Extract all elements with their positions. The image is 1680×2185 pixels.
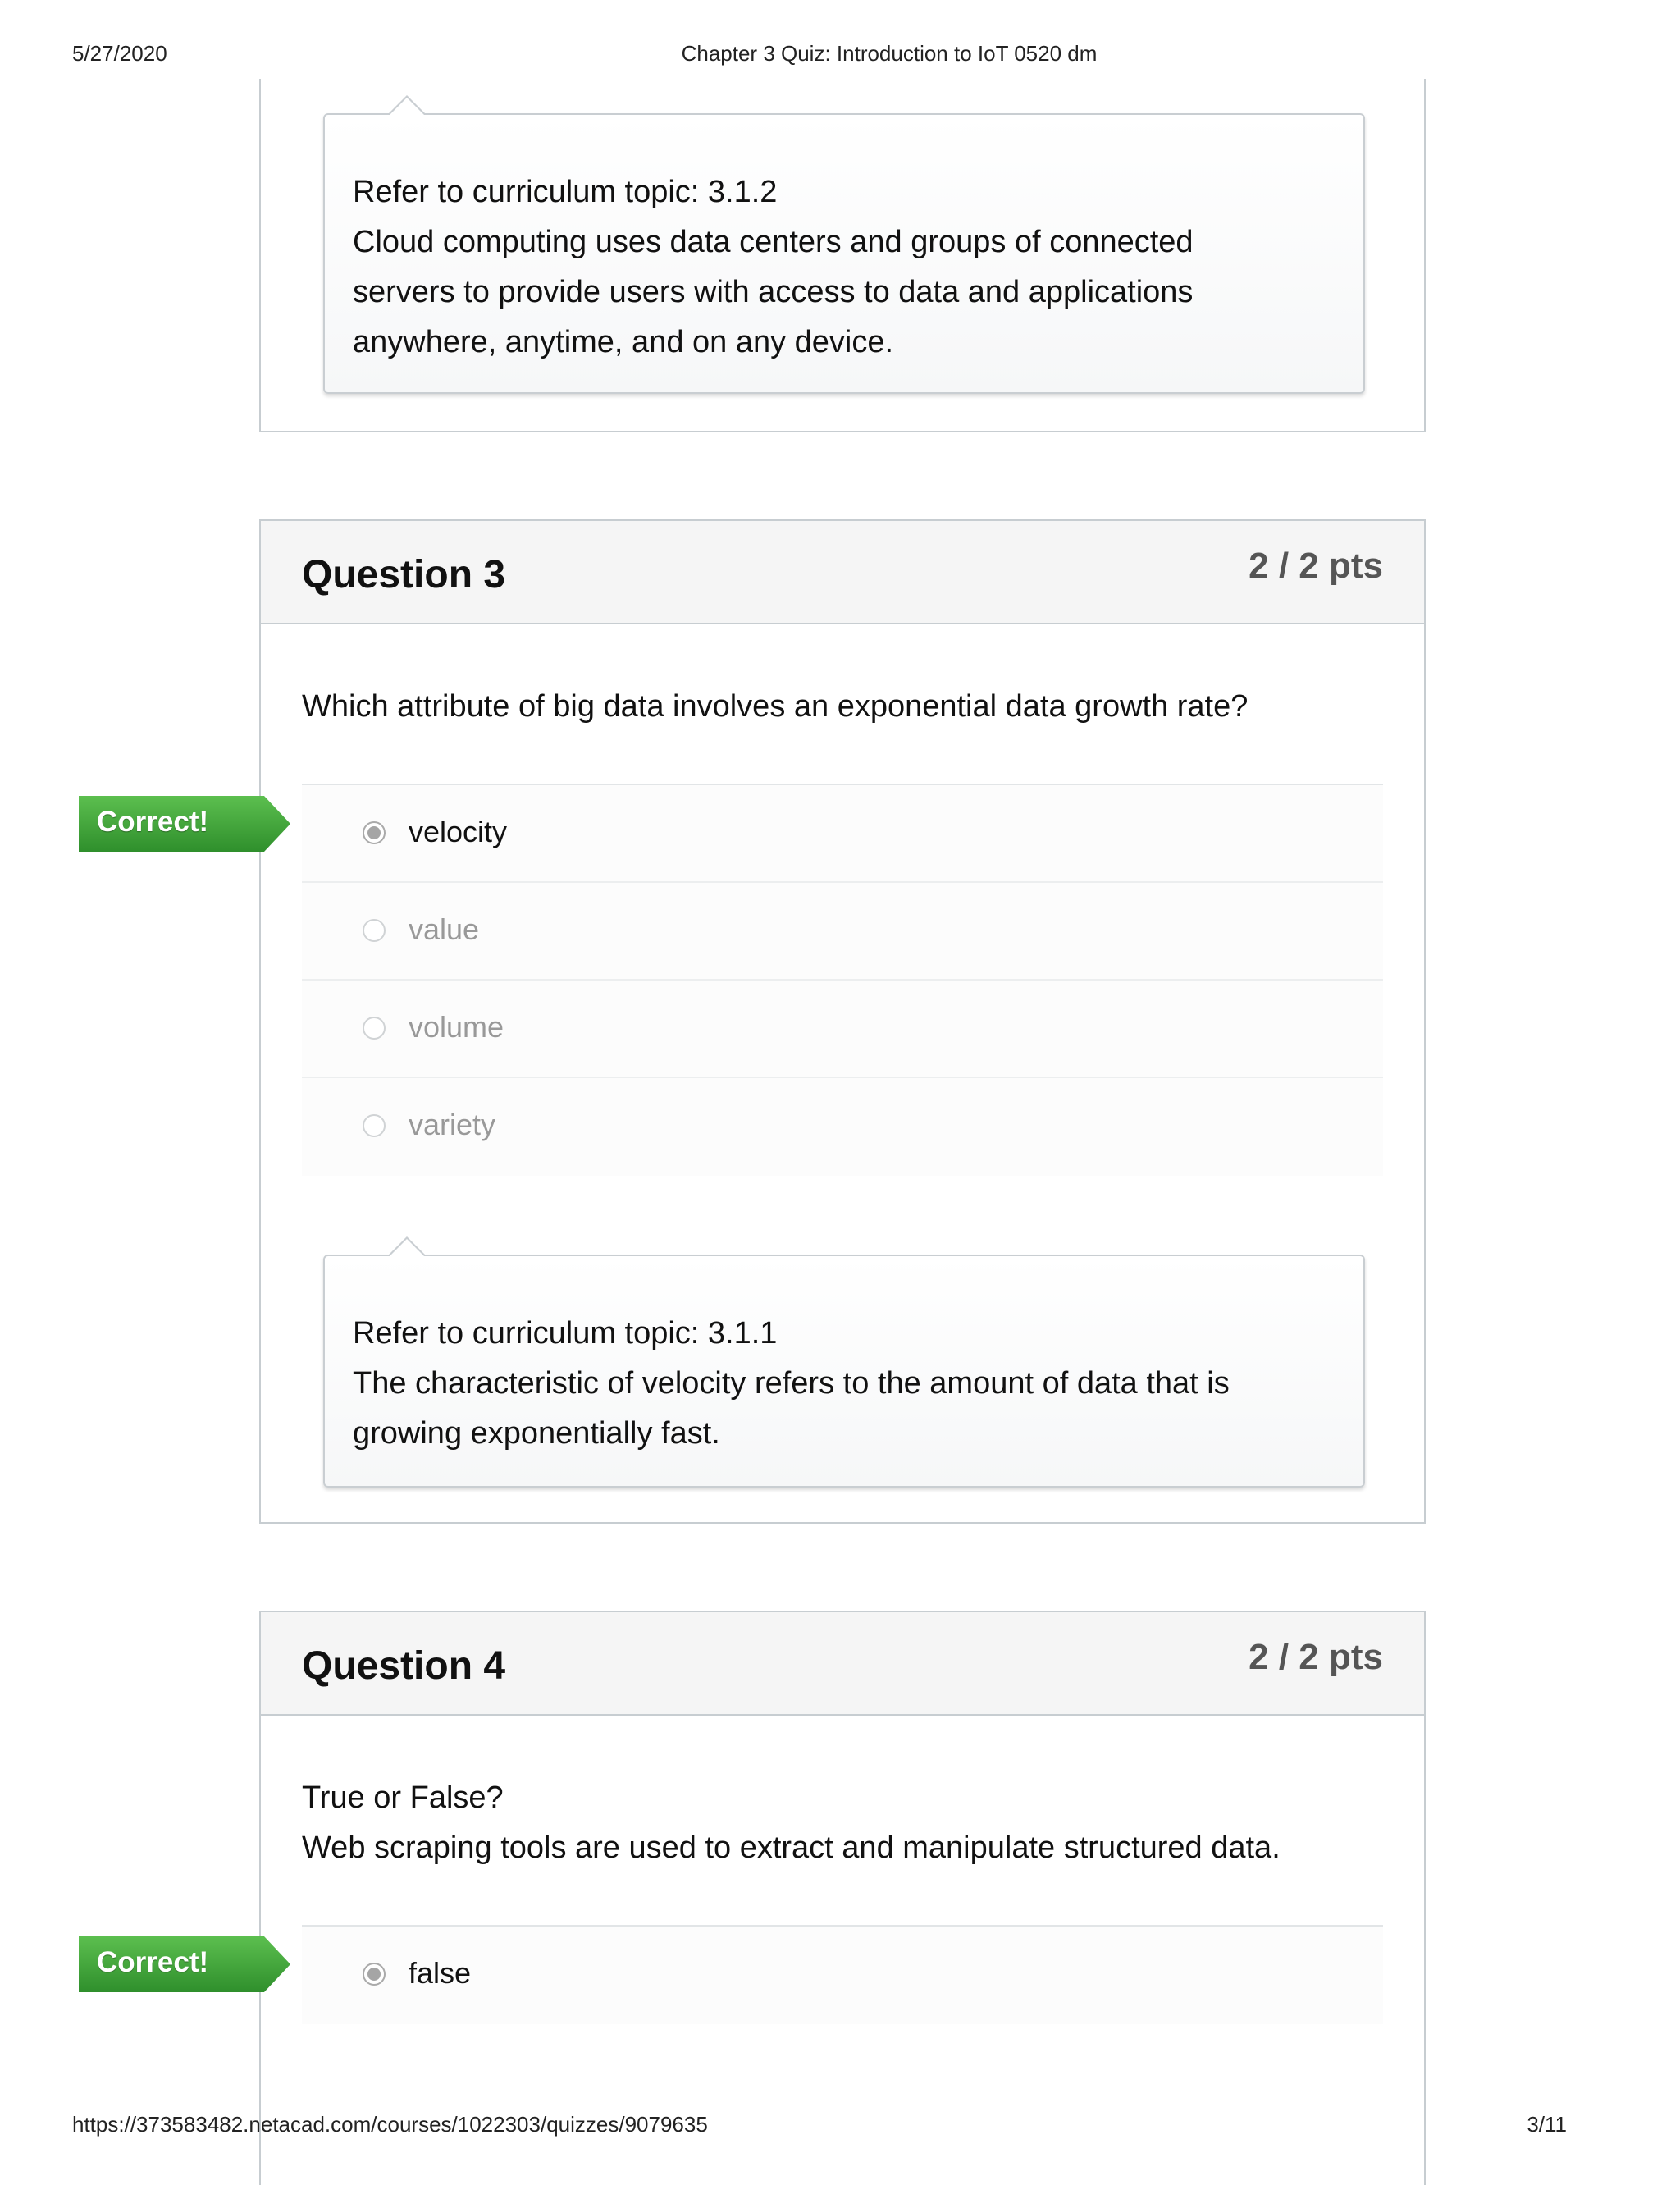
feedback-text [353, 167, 1335, 368]
answer-option-false[interactable] [302, 1927, 1383, 2024]
feedback-line: anywhere, anytime, and on any device. [353, 325, 894, 359]
answer-option-value[interactable] [302, 883, 1383, 981]
question-text-line: True or False? [302, 1780, 504, 1815]
correct-badge [79, 796, 325, 852]
question-header [261, 1612, 1424, 1716]
radio-icon[interactable] [363, 919, 386, 942]
answer-label: false [409, 1956, 472, 1990]
radio-icon[interactable] [363, 1017, 386, 1040]
question-points: 2 / 2 pts [1249, 546, 1383, 586]
question-points: 2 / 2 pts [1249, 1637, 1383, 1677]
feedback-line: servers to provide users with access to data and applications [353, 275, 1194, 309]
question-text: Which attribute of big data involves an exponential data growth rate? [302, 689, 1249, 724]
print-page-number: 3/11 [1527, 2112, 1567, 2137]
question-text [302, 1773, 1383, 1873]
feedback-text [353, 1309, 1335, 1459]
correct-label: Correct! [97, 1946, 209, 1978]
feedback-box [323, 1255, 1365, 1488]
answer-option-variety[interactable] [302, 1078, 1383, 1176]
question-card-3 [259, 519, 1426, 1524]
correct-label: Correct! [97, 806, 209, 838]
feedback-topic: Refer to curriculum topic: 3.1.2 [353, 175, 778, 209]
previous-question-card [259, 79, 1426, 432]
answer-option-velocity[interactable] [302, 785, 1383, 883]
correct-badge [79, 1936, 325, 1992]
answer-list [302, 1925, 1383, 2024]
radio-selected-icon[interactable] [363, 821, 386, 844]
question-title: Question 4 [302, 1644, 506, 1688]
question-card-4 [259, 1611, 1426, 2185]
feedback-box [323, 113, 1365, 394]
feedback-topic: Refer to curriculum topic: 3.1.1 [353, 1316, 778, 1351]
answer-label: value [409, 912, 480, 946]
answer-label: volume [409, 1010, 504, 1044]
print-title: Chapter 3 Quiz: Introduction to IoT 0520 dm [681, 41, 1098, 66]
question-text-line: Web scraping tools are used to extract and manipulate structured data. [302, 1831, 1281, 1865]
feedback-line: The characteristic of velocity refers to the amount of data that is [353, 1366, 1230, 1401]
question-header [261, 521, 1424, 624]
print-header [72, 41, 1608, 71]
feedback-line: Cloud computing uses data centers and groups of connected [353, 225, 1194, 259]
radio-selected-icon[interactable] [363, 1963, 386, 1986]
question-title: Question 3 [302, 553, 506, 597]
print-url: https://373583482.netacad.com/courses/1022303/quizzes/9079635 [72, 2112, 708, 2137]
answer-label: variety [409, 1108, 496, 1141]
answer-option-volume[interactable] [302, 981, 1383, 1078]
feedback-line: growing exponentially fast. [353, 1416, 720, 1451]
answer-list [302, 784, 1383, 1176]
radio-icon[interactable] [363, 1114, 386, 1137]
answer-label: velocity [409, 815, 508, 848]
print-date: 5/27/2020 [72, 41, 167, 66]
print-footer [72, 2112, 1608, 2142]
